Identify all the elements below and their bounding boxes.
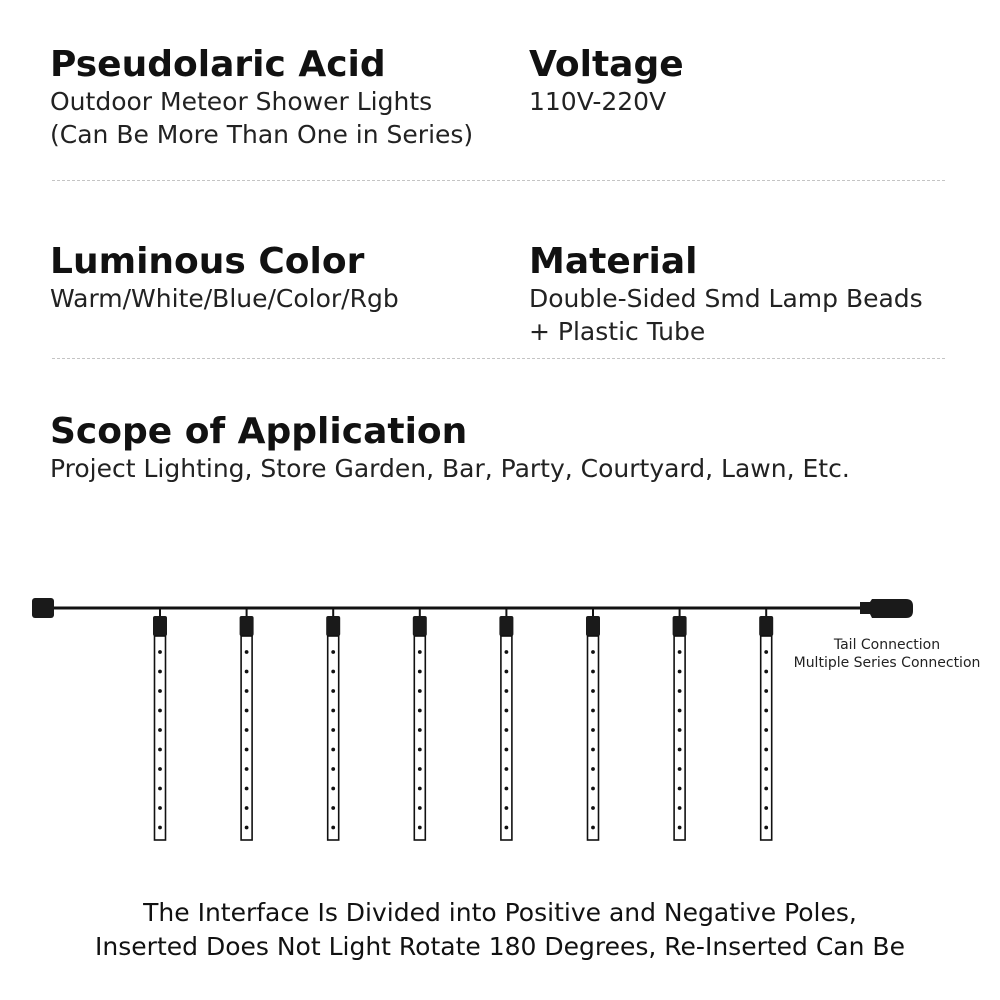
meteor-light-diagram bbox=[0, 580, 1000, 850]
scope-title: Scope of Application bbox=[50, 411, 468, 452]
lamp-bead bbox=[158, 709, 162, 713]
lamp-bead bbox=[505, 650, 509, 654]
tail-connector bbox=[860, 599, 913, 618]
lamp-bead bbox=[158, 826, 162, 830]
product-name-line-2: (Can Be More Than One in Series) bbox=[50, 120, 474, 149]
lamp-bead bbox=[678, 728, 682, 732]
lamp-bead bbox=[418, 748, 422, 752]
lamp-bead bbox=[505, 689, 509, 693]
lamp-bead bbox=[591, 689, 595, 693]
tail-connection-label bbox=[786, 636, 988, 672]
lamp-bead bbox=[418, 826, 422, 830]
tube-cap bbox=[413, 616, 427, 636]
lamp-bead bbox=[331, 787, 335, 791]
lamp-bead bbox=[331, 728, 335, 732]
spec-product-name bbox=[50, 45, 473, 151]
lamp-bead bbox=[331, 826, 335, 830]
lamp-bead bbox=[591, 767, 595, 771]
tube-cap bbox=[240, 616, 254, 636]
lamp-bead bbox=[245, 748, 249, 752]
lamp-bead bbox=[591, 650, 595, 654]
lamp-bead bbox=[678, 689, 682, 693]
lamp-bead bbox=[764, 748, 768, 752]
lamp-bead bbox=[418, 767, 422, 771]
lamp-bead bbox=[158, 670, 162, 674]
divider-2 bbox=[52, 358, 945, 359]
meteor-tube bbox=[673, 608, 687, 840]
lamp-bead bbox=[418, 650, 422, 654]
lamp-bead bbox=[505, 787, 509, 791]
product-name-title: Pseudolaric Acid bbox=[50, 44, 386, 85]
lamp-bead bbox=[331, 689, 335, 693]
lamp-bead bbox=[331, 767, 335, 771]
lamp-bead bbox=[418, 670, 422, 674]
lamp-bead bbox=[764, 709, 768, 713]
lamp-bead bbox=[678, 787, 682, 791]
lamp-bead bbox=[764, 650, 768, 654]
divider-1 bbox=[52, 180, 945, 181]
lamp-bead bbox=[764, 689, 768, 693]
lamp-bead bbox=[505, 806, 509, 810]
scope-value: Project Lighting, Store Garden, Bar, Party, Courtyard, Lawn, Etc. bbox=[50, 454, 850, 483]
lamp-bead bbox=[418, 728, 422, 732]
lamp-bead bbox=[331, 670, 335, 674]
meteor-tube bbox=[586, 608, 600, 840]
lamp-bead bbox=[678, 767, 682, 771]
meteor-tube bbox=[153, 608, 167, 840]
interface-note-line-1: The Interface Is Divided into Positive and Negative Poles, bbox=[143, 898, 857, 927]
lamp-bead bbox=[764, 806, 768, 810]
lamp-bead bbox=[158, 650, 162, 654]
lamp-bead bbox=[591, 670, 595, 674]
lamp-bead bbox=[418, 689, 422, 693]
lamp-bead bbox=[678, 670, 682, 674]
lamp-bead bbox=[764, 787, 768, 791]
lamp-bead bbox=[591, 728, 595, 732]
lamp-bead bbox=[158, 689, 162, 693]
lamp-bead bbox=[678, 748, 682, 752]
lamp-bead bbox=[591, 826, 595, 830]
lamp-bead bbox=[505, 728, 509, 732]
lamp-bead bbox=[331, 748, 335, 752]
lamp-bead bbox=[158, 748, 162, 752]
tube-cap bbox=[499, 616, 513, 636]
interface-note-line-2: Inserted Does Not Light Rotate 180 Degrees, Re-Inserted Can Be bbox=[95, 932, 905, 961]
luminous-color-title: Luminous Color bbox=[50, 241, 365, 282]
meteor-tube bbox=[499, 608, 513, 840]
tube-cap bbox=[586, 616, 600, 636]
tube-cap bbox=[673, 616, 687, 636]
diagram-layer bbox=[32, 598, 913, 840]
lamp-bead bbox=[331, 650, 335, 654]
lamp-bead bbox=[591, 787, 595, 791]
lamp-bead bbox=[418, 787, 422, 791]
product-name-line-1: Outdoor Meteor Shower Lights bbox=[50, 87, 433, 116]
lamp-bead bbox=[331, 709, 335, 713]
lamp-bead bbox=[678, 806, 682, 810]
lamp-bead bbox=[418, 806, 422, 810]
lamp-bead bbox=[591, 806, 595, 810]
tail-connection-line-1: Tail Connection bbox=[833, 637, 941, 653]
lamp-bead bbox=[245, 826, 249, 830]
lamp-bead bbox=[245, 728, 249, 732]
lamp-bead bbox=[245, 806, 249, 810]
spec-voltage bbox=[529, 45, 684, 118]
tail-connection-line-2: Multiple Series Connection bbox=[793, 655, 981, 671]
spec-luminous-color bbox=[50, 242, 399, 315]
lamp-bead bbox=[245, 689, 249, 693]
lamp-bead bbox=[764, 728, 768, 732]
tube-cap bbox=[326, 616, 340, 636]
meteor-tube bbox=[326, 608, 340, 840]
meteor-tube bbox=[759, 608, 773, 840]
lamp-bead bbox=[591, 709, 595, 713]
tube-cap bbox=[759, 616, 773, 636]
lamp-bead bbox=[678, 826, 682, 830]
lamp-bead bbox=[331, 806, 335, 810]
lamp-bead bbox=[158, 767, 162, 771]
lamp-bead bbox=[245, 650, 249, 654]
tubes-group bbox=[153, 608, 773, 840]
meteor-tube bbox=[240, 608, 254, 840]
lamp-bead bbox=[158, 806, 162, 810]
tube-cap bbox=[153, 616, 167, 636]
lamp-bead bbox=[505, 767, 509, 771]
input-plug bbox=[32, 598, 54, 618]
lamp-bead bbox=[158, 728, 162, 732]
lamp-bead bbox=[158, 787, 162, 791]
lamp-bead bbox=[245, 767, 249, 771]
lamp-bead bbox=[505, 670, 509, 674]
material-line-1: Double-Sided Smd Lamp Beads bbox=[529, 284, 923, 313]
lamp-bead bbox=[764, 670, 768, 674]
lamp-bead bbox=[764, 767, 768, 771]
lamp-bead bbox=[505, 748, 509, 752]
lamp-bead bbox=[764, 826, 768, 830]
lamp-bead bbox=[245, 709, 249, 713]
luminous-color-value: Warm/White/Blue/Color/Rgb bbox=[50, 284, 399, 313]
lamp-bead bbox=[245, 670, 249, 674]
lamp-bead bbox=[245, 787, 249, 791]
interface-note bbox=[0, 896, 1000, 964]
voltage-title: Voltage bbox=[529, 44, 684, 85]
material-title: Material bbox=[529, 241, 698, 282]
lamp-bead bbox=[678, 709, 682, 713]
spec-scope bbox=[50, 412, 850, 485]
lamp-bead bbox=[591, 748, 595, 752]
lamp-bead bbox=[505, 709, 509, 713]
meteor-tube bbox=[413, 608, 427, 840]
lamp-bead bbox=[678, 650, 682, 654]
voltage-value: 110V-220V bbox=[529, 87, 667, 116]
lamp-bead bbox=[505, 826, 509, 830]
material-line-2: + Plastic Tube bbox=[529, 317, 706, 346]
lamp-bead bbox=[418, 709, 422, 713]
spec-material bbox=[529, 242, 923, 348]
